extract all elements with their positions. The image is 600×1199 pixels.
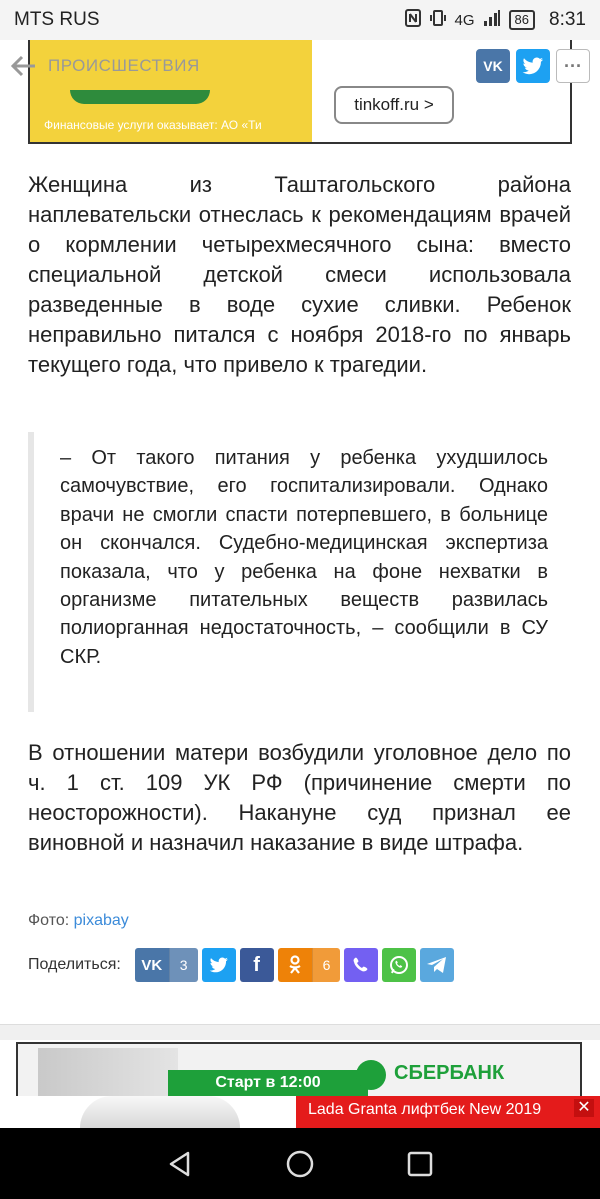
clock: 8:31 (549, 9, 586, 30)
photo-source-link[interactable]: pixabay (73, 912, 129, 929)
status-icons (405, 9, 586, 31)
share-row (28, 948, 458, 982)
square-recents-icon (407, 1151, 433, 1177)
article-paragraph-1: Женщина из Таштагольского района наплевательски отнеслась к рекомендациям врачей о кормлении четырехмесячного сына: вместо специальной детской смеси использовала разведенные в воде сухие сливки. Ребенок неправильно питался с ноября 2018-го по январь текущего года, что привело к трагедии. (28, 172, 571, 377)
photo-credit (28, 912, 129, 930)
section-divider (0, 1024, 600, 1040)
triangle-back-icon (166, 1150, 194, 1178)
nav-back-button[interactable] (160, 1144, 200, 1184)
ad-image (38, 1048, 178, 1102)
ad-start-label: Старт в 12:00 (168, 1070, 368, 1096)
whatsapp-icon (382, 948, 416, 982)
viber-icon (344, 948, 378, 982)
sberbank-logo-icon (356, 1060, 386, 1090)
close-icon[interactable]: ✕ (574, 1099, 594, 1117)
nav-home-button[interactable] (280, 1144, 320, 1184)
twitter-icon (202, 948, 236, 982)
ok-share-count: 6 (312, 948, 341, 982)
nfc-icon (405, 9, 421, 31)
facebook-icon: f (253, 953, 260, 976)
article-quote (28, 432, 548, 712)
car-image (80, 1096, 240, 1128)
vk-share-button[interactable] (476, 49, 510, 83)
signal-icon (483, 9, 501, 31)
sticky-banner-ad[interactable] (0, 1096, 600, 1128)
banner-text: Lada Granta лифтбек New 2019 (296, 1096, 600, 1128)
article-paragraph-2: В отношении матери возбудили уголовное дело по ч. 1 ст. 109 УК РФ (причинение смерти по неосторожности). Накануне суд признал ее виновной и назначил наказание в виде штрафа. (28, 740, 571, 855)
share-whatsapp-button[interactable] (382, 948, 416, 982)
app-bar (0, 40, 600, 92)
twitter-icon (522, 57, 544, 75)
share-telegram-button[interactable] (420, 948, 454, 982)
vibrate-icon (429, 9, 447, 31)
share-odnoklassniki-button[interactable] (278, 948, 341, 982)
vk-icon: VK (483, 58, 503, 74)
vk-icon: VK (141, 956, 163, 974)
share-vk-button[interactable] (135, 948, 198, 982)
share-facebook-button[interactable] (240, 948, 274, 982)
bottom-ad[interactable] (16, 1042, 582, 1102)
photo-label: Фото: (28, 912, 70, 929)
back-button[interactable] (0, 40, 48, 92)
arrow-left-icon (11, 55, 37, 77)
system-nav-bar (0, 1128, 600, 1199)
circle-home-icon (285, 1149, 315, 1179)
ad-disclaimer: Финансовые услуги оказывает: АО «Ти (44, 118, 262, 132)
ad-link-button[interactable]: tinkoff.ru > (334, 86, 454, 124)
more-button[interactable]: ··· (556, 49, 590, 83)
battery-indicator: 86 (509, 10, 535, 30)
twitter-share-button[interactable] (516, 49, 550, 83)
telegram-icon (420, 948, 454, 982)
quote-text: – От такого питания у ребенка ухудшилось самочувствие, его госпитализировали. Однако врачи не смогли спасти потерпевшего, в больнице он скончался. Судебно-медицинская экспертиза показала, что у ребенка на фоне нехватки в организме питательных веществ развилась полиорганная недостаточность, – сообщили в СУ СКР. (60, 447, 548, 668)
carrier-name: MTS RUS (14, 9, 100, 30)
share-label: Поделиться: (28, 956, 121, 973)
share-twitter-button[interactable] (202, 948, 236, 982)
nav-recents-button[interactable] (400, 1144, 440, 1184)
status-bar (0, 0, 600, 40)
share-viber-button[interactable] (344, 948, 378, 982)
section-title: ПРОИСШЕСТВИЯ (48, 56, 200, 75)
vk-share-count: 3 (169, 948, 198, 982)
ad-brand: СБЕРБАНК (394, 1062, 505, 1084)
ad-graphic (70, 90, 210, 104)
odnoklassniki-icon (278, 948, 312, 982)
network-type: 4G (454, 11, 475, 29)
